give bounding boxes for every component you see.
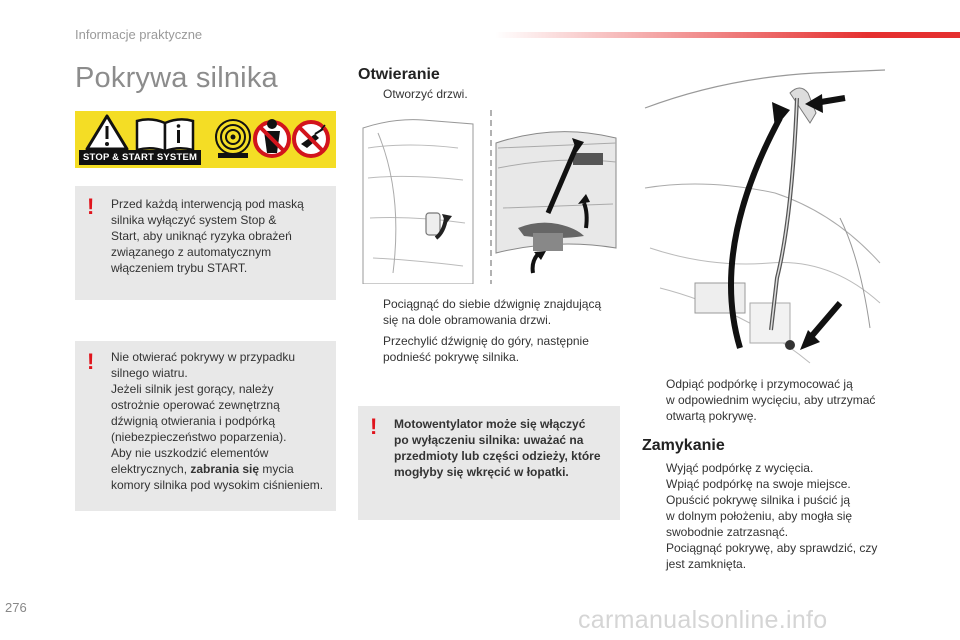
warning-banner xyxy=(75,111,336,168)
fan-icon xyxy=(216,120,250,158)
warning-note-wind-heat xyxy=(75,341,336,511)
manual-book-icon xyxy=(137,119,193,151)
no-pacemaker-icon xyxy=(255,119,289,156)
step-tilt-lever: Przechylić dźwignię do góry, następnie podnieść pokrywę silnika. xyxy=(383,334,589,364)
warning-note-stop-start xyxy=(75,186,336,300)
warning-exclamation-icon: ! xyxy=(87,194,95,219)
step-close-3: Opuścić pokrywę silnika i puścić ją w dolnym położeniu, aby mogła się swobodnie zatrzasnąć. xyxy=(666,493,853,539)
step-pull-lever: Pociągnąć do siebie dźwignię znajdującą się na dole obramowania drzwi. xyxy=(383,297,602,327)
warning-exclamation-icon: ! xyxy=(87,349,95,374)
step-close-4: Pociągnąć pokrywę, aby sprawdzić, czy jest zamknięta. xyxy=(666,541,878,571)
watermark: carmanualsonline.info xyxy=(578,606,828,634)
step-close-1: Wyjąć podpórkę z wycięcia. xyxy=(666,461,814,475)
step-unclip-prop: Odpiąć podpórkę i przymocować ją w odpowiednim wycięciu, aby utrzymać otwartą pokrywę. xyxy=(666,377,876,423)
illustration-hood-release xyxy=(358,108,620,284)
warning-exclamation-icon: ! xyxy=(370,414,378,439)
no-pressure-washer-icon xyxy=(294,122,328,156)
warning-note-fan xyxy=(358,406,620,520)
section-header: Informacje praktyczne xyxy=(75,27,203,42)
step-close-2: Wpiąć podpórkę na swoje miejsce. xyxy=(666,477,851,491)
note-text: Motowentylator może się włączyć po wyłączeniu silnika: uważać na przedmioty lub części odzieży, które mogłyby się wkręcić w łopatki. xyxy=(394,417,601,479)
page-number: 276 xyxy=(5,600,27,615)
warning-triangle-icon xyxy=(87,116,127,149)
heading-opening: Otwieranie xyxy=(358,66,440,83)
step-open-door: Otworzyć drzwi. xyxy=(383,87,468,101)
page-title: Pokrywa silnika xyxy=(75,62,278,94)
heading-closing: Zamykanie xyxy=(642,437,725,454)
illustration-hood-prop-rod xyxy=(640,68,885,366)
header-accent-line xyxy=(495,32,960,38)
note-text: Przed każdą interwencją pod maską silnika wyłączyć system Stop & Start, aby uniknąć ryzyka obrażeń związanego z automatycznym włączeniem trybu START. xyxy=(111,197,304,275)
note-text: Nie otwierać pokrywy w przypadku silnego wiatru. Jeżeli silnik jest gorący, należy ostrożnie operować zewnętrzną dźwignią otwierania i podpórką (niebezpieczeństwo poparzenia). Aby nie uszkodzić elementów elektrycznych, zabrania się mycia komory silnika pod wysokim ciśnieniem. xyxy=(111,350,324,492)
stop-start-label: STOP & START SYSTEM xyxy=(79,150,201,165)
